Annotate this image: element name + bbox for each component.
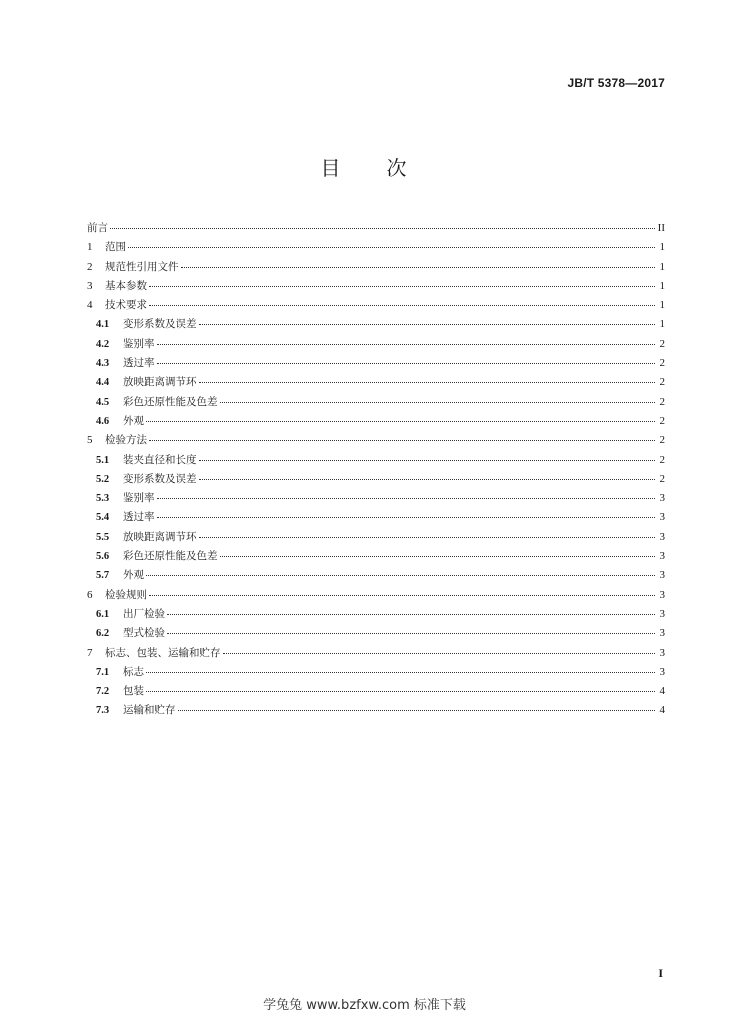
toc-entry-title: 彩色还原性能及色差 — [123, 550, 218, 563]
dot-leader — [128, 247, 655, 248]
toc-entry-page: 1 — [659, 279, 665, 292]
toc-entry-page: 2 — [659, 453, 665, 466]
toc-entry[interactable] — [87, 682, 665, 701]
toc-entry-title: 技术要求 — [105, 299, 147, 312]
toc-entry-number: 3 — [87, 279, 93, 292]
toc-entry-title: 标志、包装、运输和贮存 — [105, 646, 221, 659]
dot-leader — [149, 595, 655, 596]
toc-entry-title: 透过率 — [123, 357, 155, 370]
toc-entry-number: 6.2 — [96, 628, 110, 640]
toc-entry-number: 5.2 — [96, 473, 110, 485]
watermark-text: 学兔兔 www.bzfxw.com 标准下载 — [263, 998, 466, 1013]
toc-entry-number: 4.4 — [96, 377, 110, 389]
toc-entry-number: 7.2 — [96, 686, 110, 698]
toc-entry-title: 包装 — [123, 685, 144, 698]
toc-entry[interactable] — [87, 238, 665, 257]
toc-entry-page: 3 — [659, 665, 665, 678]
toc-entry-page: II — [657, 222, 665, 234]
toc-entry-title: 规范性引用文件 — [105, 260, 179, 273]
toc-entry-page: 4 — [659, 685, 665, 698]
dot-leader — [220, 402, 656, 403]
dot-leader — [223, 653, 656, 654]
dot-leader — [110, 228, 655, 229]
toc-entry[interactable] — [87, 489, 665, 508]
toc-entry-title: 外观 — [123, 414, 144, 427]
toc-entry-number: 6.1 — [96, 608, 110, 620]
toc-entry-number: 5.6 — [96, 551, 110, 563]
toc-entry-page: 1 — [659, 260, 665, 273]
toc-entry-page: 1 — [659, 299, 665, 312]
dot-leader — [157, 344, 656, 345]
toc-entry-title: 鉴别率 — [123, 492, 155, 505]
toc-entry[interactable] — [87, 547, 665, 566]
toc-entry-page: 4 — [659, 704, 665, 717]
dot-leader — [157, 363, 656, 364]
toc-entry[interactable] — [87, 393, 665, 412]
toc-entry-title: 基本参数 — [105, 279, 147, 292]
toc-entry[interactable] — [87, 451, 665, 470]
toc-entry[interactable] — [87, 335, 665, 354]
toc-entry-page: 2 — [659, 414, 665, 427]
toc-entry[interactable] — [87, 644, 665, 663]
toc-entry-title: 检验规则 — [105, 588, 147, 601]
dot-leader — [167, 633, 655, 634]
toc-entry[interactable] — [87, 373, 665, 392]
dot-leader — [157, 517, 656, 518]
toc-entry[interactable] — [87, 528, 665, 547]
toc-entry-number: 4.2 — [96, 338, 110, 350]
toc-entry[interactable] — [87, 296, 665, 315]
toc-entry-number: 7.1 — [96, 666, 110, 678]
toc-entry[interactable] — [87, 431, 665, 450]
toc-entry-number: 5.3 — [96, 493, 110, 505]
toc-entry-number: 6 — [87, 588, 93, 601]
toc-entry-title: 彩色还原性能及色差 — [123, 395, 218, 408]
toc-entry-title: 前言 — [87, 222, 108, 234]
dot-leader — [149, 440, 655, 441]
toc-entry-page: 2 — [659, 337, 665, 350]
toc-entry-title: 放映距离调节环 — [123, 376, 197, 389]
toc-entry[interactable] — [87, 315, 665, 334]
toc-entry-number: 4.5 — [96, 396, 110, 408]
dot-leader — [146, 672, 655, 673]
toc-entry-title: 透过率 — [123, 511, 155, 524]
toc-entry[interactable] — [87, 586, 665, 605]
toc-entry-title: 外观 — [123, 569, 144, 582]
toc-entry[interactable] — [87, 412, 665, 431]
toc-entry[interactable] — [87, 470, 665, 489]
toc-entry-page: 3 — [659, 588, 665, 601]
toc-entry[interactable] — [87, 354, 665, 373]
toc-entry-page: 2 — [659, 472, 665, 485]
toc-entry-number: 1 — [87, 241, 93, 254]
table-of-contents — [87, 219, 665, 721]
toc-entry-title: 出厂检验 — [123, 607, 165, 620]
dot-leader — [199, 479, 656, 480]
toc-entry-title: 变形系数及误差 — [123, 318, 197, 331]
toc-entry[interactable] — [87, 277, 665, 296]
toc-entry-number: 5.5 — [96, 531, 110, 543]
toc-entry-number: 4 — [87, 299, 93, 312]
toc-entry-page: 3 — [659, 530, 665, 543]
toc-entry[interactable] — [87, 508, 665, 527]
toc-entry-page: 2 — [659, 434, 665, 447]
toc-entry-number: 4.6 — [96, 415, 110, 427]
page-title: 目 次 — [320, 156, 409, 180]
document-code: JB/T 5378—2017 — [567, 76, 665, 90]
toc-entry-page: 3 — [659, 569, 665, 582]
page-number: I — [658, 966, 663, 980]
toc-entry-page: 1 — [659, 318, 665, 331]
toc-entry-page: 2 — [659, 357, 665, 370]
toc-entry-page: 3 — [659, 550, 665, 563]
toc-entry-number: 4.3 — [96, 358, 110, 370]
toc-entry-page: 3 — [659, 646, 665, 659]
toc-entry-title: 范围 — [105, 241, 126, 254]
toc-entry-number: 7.3 — [96, 705, 110, 717]
toc-entry-page: 3 — [659, 607, 665, 620]
toc-entry[interactable] — [87, 258, 665, 277]
toc-entry-title: 装夹直径和长度 — [123, 453, 197, 466]
dot-leader — [146, 421, 655, 422]
dot-leader — [146, 575, 655, 576]
toc-entry-title: 变形系数及误差 — [123, 472, 197, 485]
toc-entry[interactable] — [87, 624, 665, 643]
dot-leader — [149, 305, 655, 306]
toc-entry-number: 7 — [87, 646, 93, 659]
toc-entry[interactable] — [87, 219, 665, 238]
dot-leader — [199, 324, 656, 325]
dot-leader — [199, 382, 656, 383]
toc-entry-page: 3 — [659, 492, 665, 505]
toc-entry-page: 1 — [659, 241, 665, 254]
toc-entry[interactable] — [87, 566, 665, 585]
toc-entry-title: 运输和贮存 — [123, 704, 176, 717]
toc-entry-title: 检验方法 — [105, 434, 147, 447]
toc-entry-title: 标志 — [123, 665, 144, 678]
toc-entry-title: 放映距离调节环 — [123, 530, 197, 543]
toc-entry-title: 型式检验 — [123, 627, 165, 640]
toc-entry-page: 3 — [659, 627, 665, 640]
toc-entry-page: 3 — [659, 511, 665, 524]
toc-entry-number: 4.1 — [96, 319, 110, 331]
dot-leader — [146, 691, 655, 692]
toc-entry[interactable] — [87, 663, 665, 682]
toc-entry[interactable] — [87, 605, 665, 624]
toc-entry-title: 鉴别率 — [123, 337, 155, 350]
dot-leader — [178, 710, 656, 711]
dot-leader — [220, 556, 656, 557]
dot-leader — [181, 267, 656, 268]
dot-leader — [157, 498, 656, 499]
toc-entry-number: 5.1 — [96, 454, 110, 466]
toc-entry-page: 2 — [659, 395, 665, 408]
toc-entry-number: 2 — [87, 260, 93, 273]
toc-entry-number: 5.7 — [96, 570, 110, 582]
dot-leader — [199, 537, 656, 538]
dot-leader — [199, 460, 656, 461]
toc-entry[interactable] — [87, 701, 665, 720]
toc-entry-number: 5.4 — [96, 512, 110, 524]
toc-entry-number: 5 — [87, 434, 93, 447]
dot-leader — [149, 286, 655, 287]
toc-entry-page: 2 — [659, 376, 665, 389]
dot-leader — [167, 614, 655, 615]
